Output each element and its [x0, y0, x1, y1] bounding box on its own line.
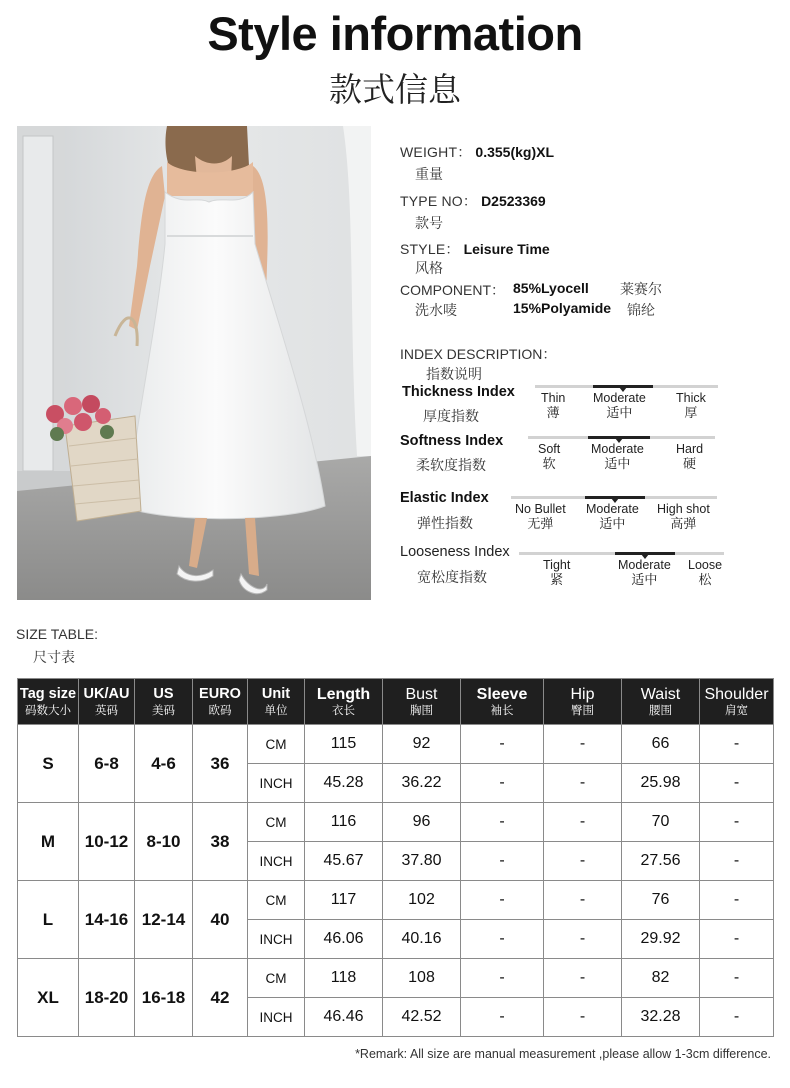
thickness-index-cn: 厚度指数 — [423, 409, 479, 425]
euro-cell: 42 — [193, 959, 248, 1037]
us-cell: 8-10 — [135, 803, 193, 881]
sleeve-cell: - — [461, 920, 544, 959]
weight-label: WEIGHT： — [400, 144, 472, 160]
waist-cell: 25.98 — [622, 764, 700, 803]
bust-cell: 40.16 — [383, 920, 461, 959]
header-uk-au: UK/AU 英码 — [79, 679, 135, 725]
elastic-scale — [511, 496, 717, 532]
sleeve-cell: - — [461, 881, 544, 920]
softness-option-moderate: Moderate 适中 — [591, 442, 644, 472]
looseness-scale — [519, 552, 724, 588]
us-cell: 12-14 — [135, 881, 193, 959]
sleeve-cell: - — [461, 725, 544, 764]
sleeve-cell: - — [461, 803, 544, 842]
header-euro: EURO 欧码 — [193, 679, 248, 725]
type-no-info — [400, 191, 546, 211]
size-table-label: SIZE TABLE: — [16, 626, 98, 642]
hip-cell: - — [544, 725, 622, 764]
shoulder-cell: - — [700, 725, 774, 764]
index-description-label: INDEX DESCRIPTION： — [400, 346, 557, 362]
looseness-index-title: Looseness Index — [400, 544, 510, 560]
shoulder-cell: - — [700, 920, 774, 959]
unit-cell: CM — [248, 959, 305, 998]
shoulder-cell: - — [700, 998, 774, 1037]
bust-cell: 42.52 — [383, 998, 461, 1037]
weight-value: 0.355(kg)XL — [475, 144, 554, 160]
looseness-index-cn: 宽松度指数 — [417, 570, 487, 586]
shoulder-cell: - — [700, 959, 774, 998]
euro-cell: 36 — [193, 725, 248, 803]
index-description-cn: 指数说明 — [426, 366, 482, 382]
softness-index-cn: 柔软度指数 — [416, 458, 486, 474]
component-line2-value: 15%Polyamide — [513, 300, 612, 316]
hip-cell: - — [544, 881, 622, 920]
table-row — [18, 803, 774, 842]
softness-index-title: Softness Index — [400, 433, 504, 449]
elastic-option-no-bullet: No Bullet 无弹 — [515, 502, 566, 532]
waist-cell: 66 — [622, 725, 700, 764]
sleeve-cell: - — [461, 998, 544, 1037]
uk-au-cell: 10-12 — [79, 803, 135, 881]
bust-cell: 102 — [383, 881, 461, 920]
thickness-option-moderate: Moderate 适中 — [593, 391, 646, 421]
length-cell: 118 — [305, 959, 383, 998]
elastic-option-moderate: Moderate 适中 — [586, 502, 639, 532]
page-title: Style information — [207, 7, 583, 60]
shoulder-cell: - — [700, 764, 774, 803]
unit-cell: INCH — [248, 920, 305, 959]
sleeve-cell: - — [461, 959, 544, 998]
length-cell: 46.46 — [305, 998, 383, 1037]
waist-cell: 29.92 — [622, 920, 700, 959]
softness-scale — [528, 436, 715, 472]
uk-au-cell: 14-16 — [79, 881, 135, 959]
page-subtitle: 款式信息 — [329, 70, 461, 109]
us-cell: 4-6 — [135, 725, 193, 803]
sleeve-cell: - — [461, 842, 544, 881]
unit-cell: INCH — [248, 842, 305, 881]
elastic-index-title: Elastic Index — [400, 490, 489, 506]
length-cell: 46.06 — [305, 920, 383, 959]
waist-cell: 27.56 — [622, 842, 700, 881]
hip-cell: - — [544, 803, 622, 842]
looseness-option-loose: Loose 松 — [688, 558, 723, 588]
component-line2-cn: 锦纶 — [627, 302, 655, 318]
style-value: Leisure Time — [463, 241, 550, 257]
table-row — [18, 725, 774, 764]
style-label: STYLE： — [400, 241, 460, 257]
component-line1-value: 85%Lyocell — [513, 280, 589, 296]
euro-cell: 38 — [193, 803, 248, 881]
euro-cell: 40 — [193, 881, 248, 959]
header-hip: Hip 臀围 — [544, 679, 622, 725]
bust-cell: 108 — [383, 959, 461, 998]
waist-cell: 76 — [622, 881, 700, 920]
header-length: Length 衣长 — [305, 679, 383, 725]
table-row — [18, 881, 774, 920]
thickness-option-thick: Thick 厚 — [676, 391, 706, 421]
weight-info — [400, 142, 554, 162]
unit-cell: CM — [248, 803, 305, 842]
component-cn: 洗水唛 — [415, 302, 457, 318]
tag-size-cell: L — [18, 881, 79, 959]
style-info — [400, 239, 550, 259]
length-cell: 115 — [305, 725, 383, 764]
waist-cell: 70 — [622, 803, 700, 842]
looseness-option-tight: Tight 紧 — [543, 558, 571, 588]
length-cell: 45.67 — [305, 842, 383, 881]
waist-cell: 82 — [622, 959, 700, 998]
hip-cell: - — [544, 920, 622, 959]
header-unit: Unit 单位 — [248, 679, 305, 725]
bust-cell: 96 — [383, 803, 461, 842]
tag-size-cell: M — [18, 803, 79, 881]
uk-au-cell: 18-20 — [79, 959, 135, 1037]
component-label: COMPONENT： — [400, 282, 505, 298]
component-line1-cn: 莱赛尔 — [620, 281, 662, 297]
bust-cell: 37.80 — [383, 842, 461, 881]
bust-cell: 92 — [383, 725, 461, 764]
product-photo — [17, 126, 371, 600]
header-shoulder: Shoulder 肩宽 — [700, 679, 774, 725]
unit-cell: CM — [248, 725, 305, 764]
style-cn: 风格 — [415, 260, 443, 276]
size-table-header — [18, 679, 774, 725]
header-bust: Bust 胸围 — [383, 679, 461, 725]
softness-option-soft: Soft 软 — [538, 442, 561, 472]
uk-au-cell: 6-8 — [79, 725, 135, 803]
hip-cell: - — [544, 998, 622, 1037]
elastic-option-high-shot: High shot 高弹 — [657, 502, 710, 532]
size-table-cn: 尺寸表 — [33, 650, 75, 666]
weight-cn: 重量 — [415, 166, 443, 182]
bust-cell: 36.22 — [383, 764, 461, 803]
hip-cell: - — [544, 764, 622, 803]
softness-option-hard: Hard 硬 — [676, 442, 704, 472]
size-table — [17, 678, 774, 1037]
shoulder-cell: - — [700, 803, 774, 842]
header-us: US 美码 — [135, 679, 193, 725]
tag-size-cell: S — [18, 725, 79, 803]
header-tag-size: Tag size 码数大小 — [18, 679, 79, 725]
us-cell: 16-18 — [135, 959, 193, 1037]
unit-cell: CM — [248, 881, 305, 920]
sleeve-cell: - — [461, 764, 544, 803]
waist-cell: 32.28 — [622, 998, 700, 1037]
thickness-index-title: Thickness Index — [402, 384, 515, 400]
looseness-option-moderate: Moderate 适中 — [618, 558, 671, 588]
hip-cell: - — [544, 842, 622, 881]
table-row — [18, 959, 774, 998]
header-sleeve: Sleeve 袖长 — [461, 679, 544, 725]
shoulder-cell: - — [700, 842, 774, 881]
thickness-scale — [535, 385, 718, 421]
shoulder-cell: - — [700, 881, 774, 920]
length-cell: 116 — [305, 803, 383, 842]
length-cell: 45.28 — [305, 764, 383, 803]
unit-cell: INCH — [248, 764, 305, 803]
length-cell: 117 — [305, 881, 383, 920]
type-no-label: TYPE NO： — [400, 193, 478, 209]
type-no-cn: 款号 — [415, 215, 443, 231]
remark-note: *Remark: All size are manual measurement ,please allow 1-3cm difference. — [355, 1047, 771, 1061]
hip-cell: - — [544, 959, 622, 998]
tag-size-cell: XL — [18, 959, 79, 1037]
thickness-option-thin: Thin 薄 — [541, 391, 566, 421]
type-no-value: D2523369 — [481, 193, 546, 209]
unit-cell: INCH — [248, 998, 305, 1037]
elastic-index-cn: 弹性指数 — [417, 516, 473, 532]
header-waist: Waist 腰围 — [622, 679, 700, 725]
